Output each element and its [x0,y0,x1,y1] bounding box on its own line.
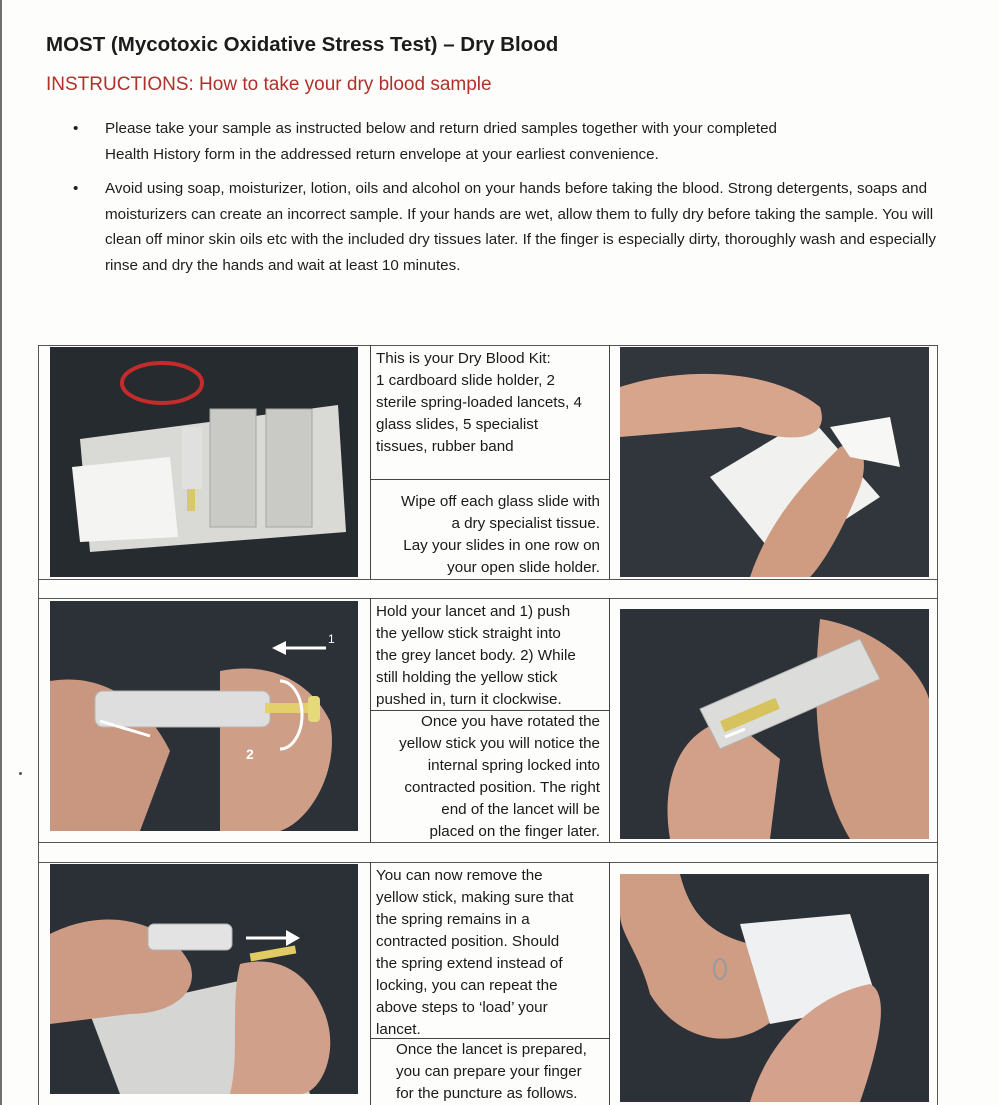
arrow-label-2: 2 [246,746,254,762]
bullet-text: Avoid using soap, moisturizer, lotion, oils and alcohol on your hands before taking the blood. Strong detergents, soaps and moisturizers can create an incorrect sample. If your hands are wet, allow them to fully dry before taking the sample. You will clean off minor skin oils etc with the included dry tissues later. If the finger is especially dirty, thoroughly wash and especially rinse and dry the hands and wait at least 10 minutes. [105,180,936,274]
row-divider [38,598,938,599]
cell-border [370,345,371,579]
locked-lancet-photo [620,609,929,839]
instruction-bullets [60,116,940,287]
instruction-table [38,345,938,1105]
table-border [38,345,39,1105]
table-border [937,345,938,1105]
step-kit-text: This is your Dry Blood Kit: 1 cardboard slide holder, 2 sterile spring-loaded lancets, 4 glass slides, 5 specialist tissues, rubber band [376,350,582,455]
step-push-text: Hold your lancet and 1) push the yellow stick straight into the grey lancet body. 2) While still holding the yellow stick pushed in, turn it clockwise. [376,603,576,708]
row-divider [38,579,938,580]
cell-border [609,598,610,842]
cell-border [609,345,610,579]
bullet-item [60,116,825,167]
bullet-dot: • [73,120,79,137]
page-left-edge [0,0,2,1105]
table-border [38,345,938,346]
cell-separator [370,479,610,480]
remove-stick-photo [50,864,358,1094]
step-remove-text: You can now remove the yellow stick, making sure that the spring remains in a contracted position. Should the spring extend instead of locking, you can repeat the above steps to ‘load’ your lancet. [376,867,574,1038]
kit-contents-photo [50,347,358,577]
scan-speck [19,772,22,775]
arrow-label-1: 1 [328,632,335,646]
step-wipe-text: Wipe off each glass slide with a dry specialist tissue. Lay your slides in one row on your open slide holder. [401,493,600,576]
bullet-text: Please take your sample as instructed below and return dried samples together with your completed Health History form in the addressed return envelope at your earliest convenience. [105,120,777,163]
step-rotate-text: Once you have rotated the yellow stick you will notice the internal spring locked into contracted position. The right end of the lancet will be placed on the finger later. [399,713,600,840]
bullet-dot: • [73,180,79,197]
document-title: MOST (Mycotoxic Oxidative Stress Test) – Dry Blood [46,33,559,56]
instructions-heading: INSTRUCTIONS: How to take your dry blood sample [46,74,492,95]
cell-border [370,598,371,842]
wipe-slide-photo [620,347,929,577]
step-prepare-text: Once the lancet is prepared, you can prepare your finger for the puncture as follows. [396,1041,587,1102]
cell-border [609,862,610,1105]
load-lancet-photo [50,601,358,831]
prepare-finger-photo [620,874,929,1102]
bullet-item [60,176,940,278]
cell-border [370,862,371,1105]
row-divider [38,862,938,863]
